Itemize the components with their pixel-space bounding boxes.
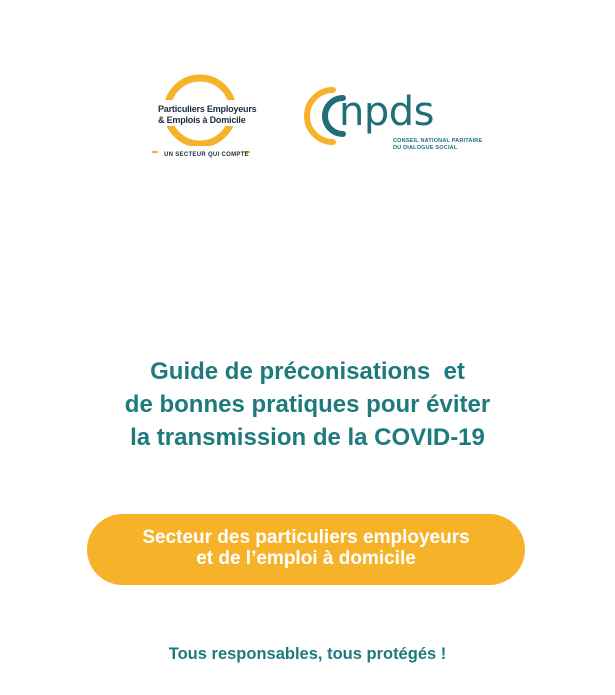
title-line-1: Guide de préconisations et (150, 358, 465, 385)
title-line-2: de bonnes pratiques pour éviter (124, 391, 491, 418)
banner-line-1: Secteur des particuliers employeurs (142, 527, 470, 548)
fepem-logo-line2: & Emplois à Domicile (158, 115, 246, 125)
cnpds-subtitle-line1: CONSEIL NATIONAL PARITAIRE (393, 138, 483, 144)
cnpds-wordmark: npds (339, 89, 434, 135)
document-title (40, 355, 575, 454)
fepem-logo-line1: Particuliers Employeurs (158, 104, 257, 114)
sector-banner (87, 514, 525, 585)
slogan: Tous responsables, tous protégés ! (168, 645, 447, 663)
fepem-logo (148, 74, 260, 166)
banner-line-2: et de l’emploi à domicile (196, 548, 416, 569)
cnpds-subtitle-line2: DU DIALOGUE SOCIAL (393, 145, 458, 151)
fepem-logo-tagline: UN SECTEUR QUI COMPTE (164, 152, 249, 158)
logo-header (0, 0, 615, 200)
cnpds-logo (303, 84, 483, 164)
title-line-3: la transmission de la COVID-19 (130, 424, 485, 451)
